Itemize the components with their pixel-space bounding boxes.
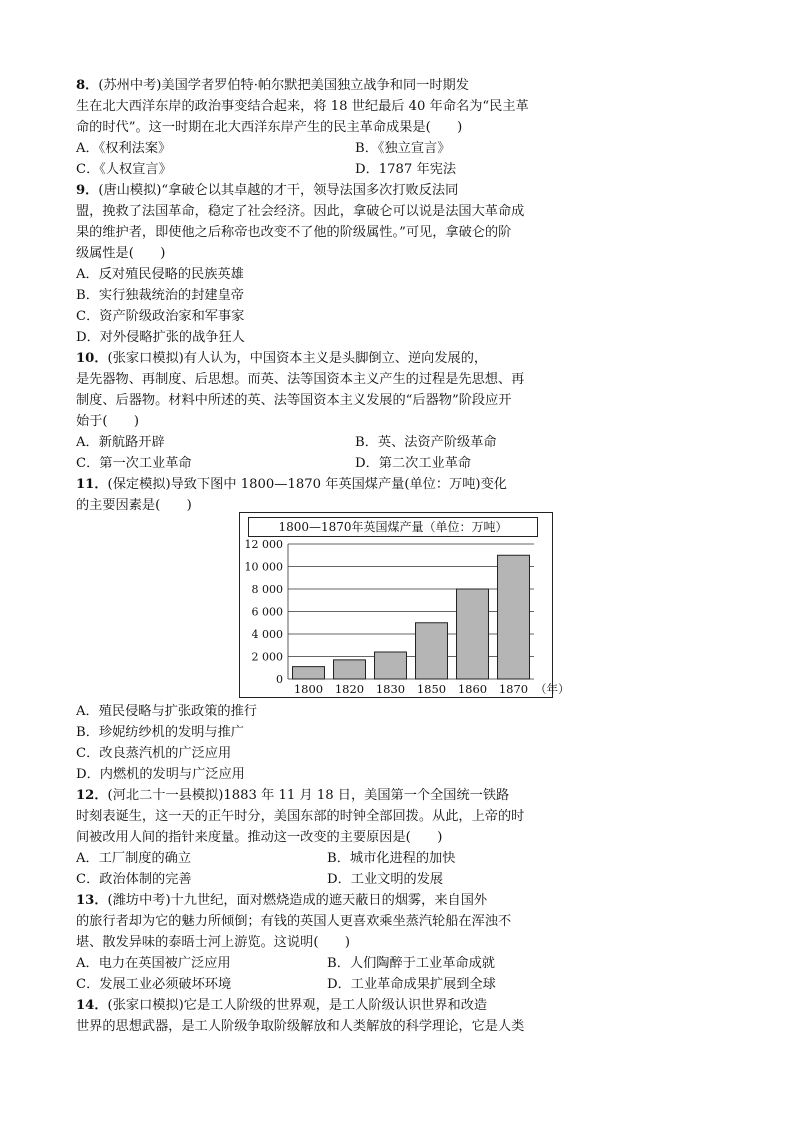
q9-option-b: B．实行独裁统治的封建皇帝 xyxy=(76,288,244,303)
bar-1820 xyxy=(334,660,366,679)
q12-option-a: A．工厂制度的确立 xyxy=(76,851,192,866)
q14-line-2: 世界的思想武器，是工人阶级争取阶级解放和人类解放的科学理论，它是人类 xyxy=(76,1019,525,1034)
q9-option-d: D．对外侵略扩张的战争狂人 xyxy=(76,330,245,345)
q10-option-d: D．第二次工业革命 xyxy=(355,456,472,471)
q13-line-1: 13．(潍坊中考)十九世纪，面对燃烧造成的遮天蔽日的烟雾，来自国外 xyxy=(76,893,488,908)
q11-number: 11． xyxy=(76,477,108,492)
y-tick-label: 12 000 xyxy=(244,538,283,551)
chart-title: 1800—1870年英国煤产量（单位：万吨） xyxy=(248,517,538,537)
q11-option-b: B．珍妮纺纱机的发明与推广 xyxy=(76,725,244,740)
q8-line-2: 生在北大西洋东岸的政治事变结合起来，将 18 世纪最后 40 年命名为“民主革 xyxy=(76,99,529,114)
q8-line-3: 命的时代”。这一时期在北大西洋东岸产生的民主革命成果是( ) xyxy=(76,120,463,135)
y-tick-label: 2 000 xyxy=(251,650,283,664)
q8-option-c: C．《人权宣言》 xyxy=(76,162,172,177)
q11-line-2: 的主要因素是( ) xyxy=(76,498,192,513)
bar-1800 xyxy=(293,667,325,679)
q8-number: 8． xyxy=(76,78,99,93)
q13-option-d: D．工业革命成果扩展到全球 xyxy=(327,977,496,992)
chart-plot xyxy=(240,513,570,697)
q10-option-b: B．英、法资产阶级革命 xyxy=(355,435,497,450)
bar-1860 xyxy=(457,589,489,679)
x-tick-label: 1830 xyxy=(375,682,406,696)
q12-option-c: C．政治体制的完善 xyxy=(76,872,192,887)
q14-number: 14． xyxy=(76,998,108,1013)
q11-option-c: C．改良蒸汽机的广泛应用 xyxy=(76,746,232,761)
q11-line-1: 11．(保定模拟)导致下图中 1800—1870 年英国煤产量(单位：万吨)变化 xyxy=(76,477,507,492)
bar-1870 xyxy=(498,555,530,679)
q13-option-c: C．发展工业必须破坏环境 xyxy=(76,977,232,992)
x-tick-label: 1800 xyxy=(293,682,324,696)
x-tick-label: 1820 xyxy=(334,682,365,696)
q12-line-2: 时刻表诞生，这一天的正午时分，美国东部的时钟全部回拨。从此，上帝的时 xyxy=(76,809,525,824)
bar-1850 xyxy=(416,623,448,679)
q11-option-d: D．内燃机的发明与广泛应用 xyxy=(76,767,245,782)
q8-line-1: 8．(苏州中考)美国学者罗伯特·帕尔默把美国独立战争和同一时期发 xyxy=(76,78,469,93)
q14-line-1: 14．(张家口模拟)它是工人阶级的世界观，是工人阶级认识世界和改造 xyxy=(76,998,488,1013)
coal-output-chart xyxy=(239,512,570,698)
q11-option-a: A．殖民侵略与扩张政策的推行 xyxy=(76,704,257,719)
bar-1830 xyxy=(375,652,407,679)
q10-line-2: 是先器物、再制度、后思想。而英、法等国资本主义产生的过程是先思想、再 xyxy=(76,372,525,387)
q9-option-a: A．反对殖民侵略的民族英雄 xyxy=(76,267,244,282)
x-axis-unit: （年） xyxy=(535,682,570,696)
x-tick-label: 1870 xyxy=(498,682,529,696)
q10-line-4: 始于( ) xyxy=(76,414,140,429)
q8-option-d: D．1787 年宪法 xyxy=(355,162,457,177)
q9-option-c: C．资产阶级政治家和军事家 xyxy=(76,309,245,324)
q13-number: 13． xyxy=(76,893,108,908)
y-tick-label: 10 000 xyxy=(244,560,283,574)
q10-option-c: C．第一次工业革命 xyxy=(76,456,192,471)
y-tick-label: 6 000 xyxy=(251,605,283,619)
q13-line-2: 的旅行者却为它的魅力所倾倒；有钱的英国人更喜欢乘坐蒸汽轮船在浑浊不 xyxy=(76,914,512,929)
x-tick-label: 1860 xyxy=(457,682,488,696)
q12-option-b: B．城市化进程的加快 xyxy=(327,851,456,866)
q10-option-a: A．新航路开辟 xyxy=(76,435,165,450)
q9-line-1: 9．(唐山模拟)“拿破仑以其卓越的才干，领导法国多次打败反法同 xyxy=(76,183,459,198)
q12-line-3: 间被改用人间的指针来度量。推动这一改变的主要原因是( ) xyxy=(76,830,443,845)
q13-line-3: 堪、散发异味的泰晤士河上游览。这说明( ) xyxy=(76,935,351,950)
y-tick-label: 4 000 xyxy=(251,628,283,641)
q8-option-b: B．《独立宣言》 xyxy=(355,141,451,156)
q10-number: 10． xyxy=(76,351,108,366)
y-tick-label: 8 000 xyxy=(251,583,283,596)
q9-number: 9． xyxy=(76,183,99,198)
q10-line-1: 10．(张家口模拟)有人认为，中国资本主义是头脚倒立、逆向发展的， xyxy=(76,351,488,366)
q12-option-d: D．工业文明的发展 xyxy=(327,872,444,887)
q12-line-1: 12．(河北二十一县模拟)1883 年 11 月 18 日，美国第一个全国统一铁路 xyxy=(76,788,510,803)
q9-line-4: 级属性是( ) xyxy=(76,246,166,261)
q8-option-a: A．《权利法案》 xyxy=(76,141,172,156)
y-tick-label: 0 xyxy=(276,673,283,686)
q10-line-3: 制度、后器物。材料中所述的英、法等国资本主义发展的“后器物”阶段应开 xyxy=(76,393,512,408)
q13-option-a: A．电力在英国被广泛应用 xyxy=(76,956,231,971)
q13-option-b: B．人们陶醉于工业革命成就 xyxy=(327,956,495,971)
x-tick-label: 1850 xyxy=(416,682,447,696)
q12-number: 12． xyxy=(76,788,108,803)
q9-line-3: 果的维护者，即使他之后称帝也改变不了他的阶级属性。”可见，拿破仑的阶 xyxy=(76,225,512,240)
q9-line-2: 盟，挽救了法国革命，稳定了社会经济。因此，拿破仑可以说是法国大革命成 xyxy=(76,204,525,219)
